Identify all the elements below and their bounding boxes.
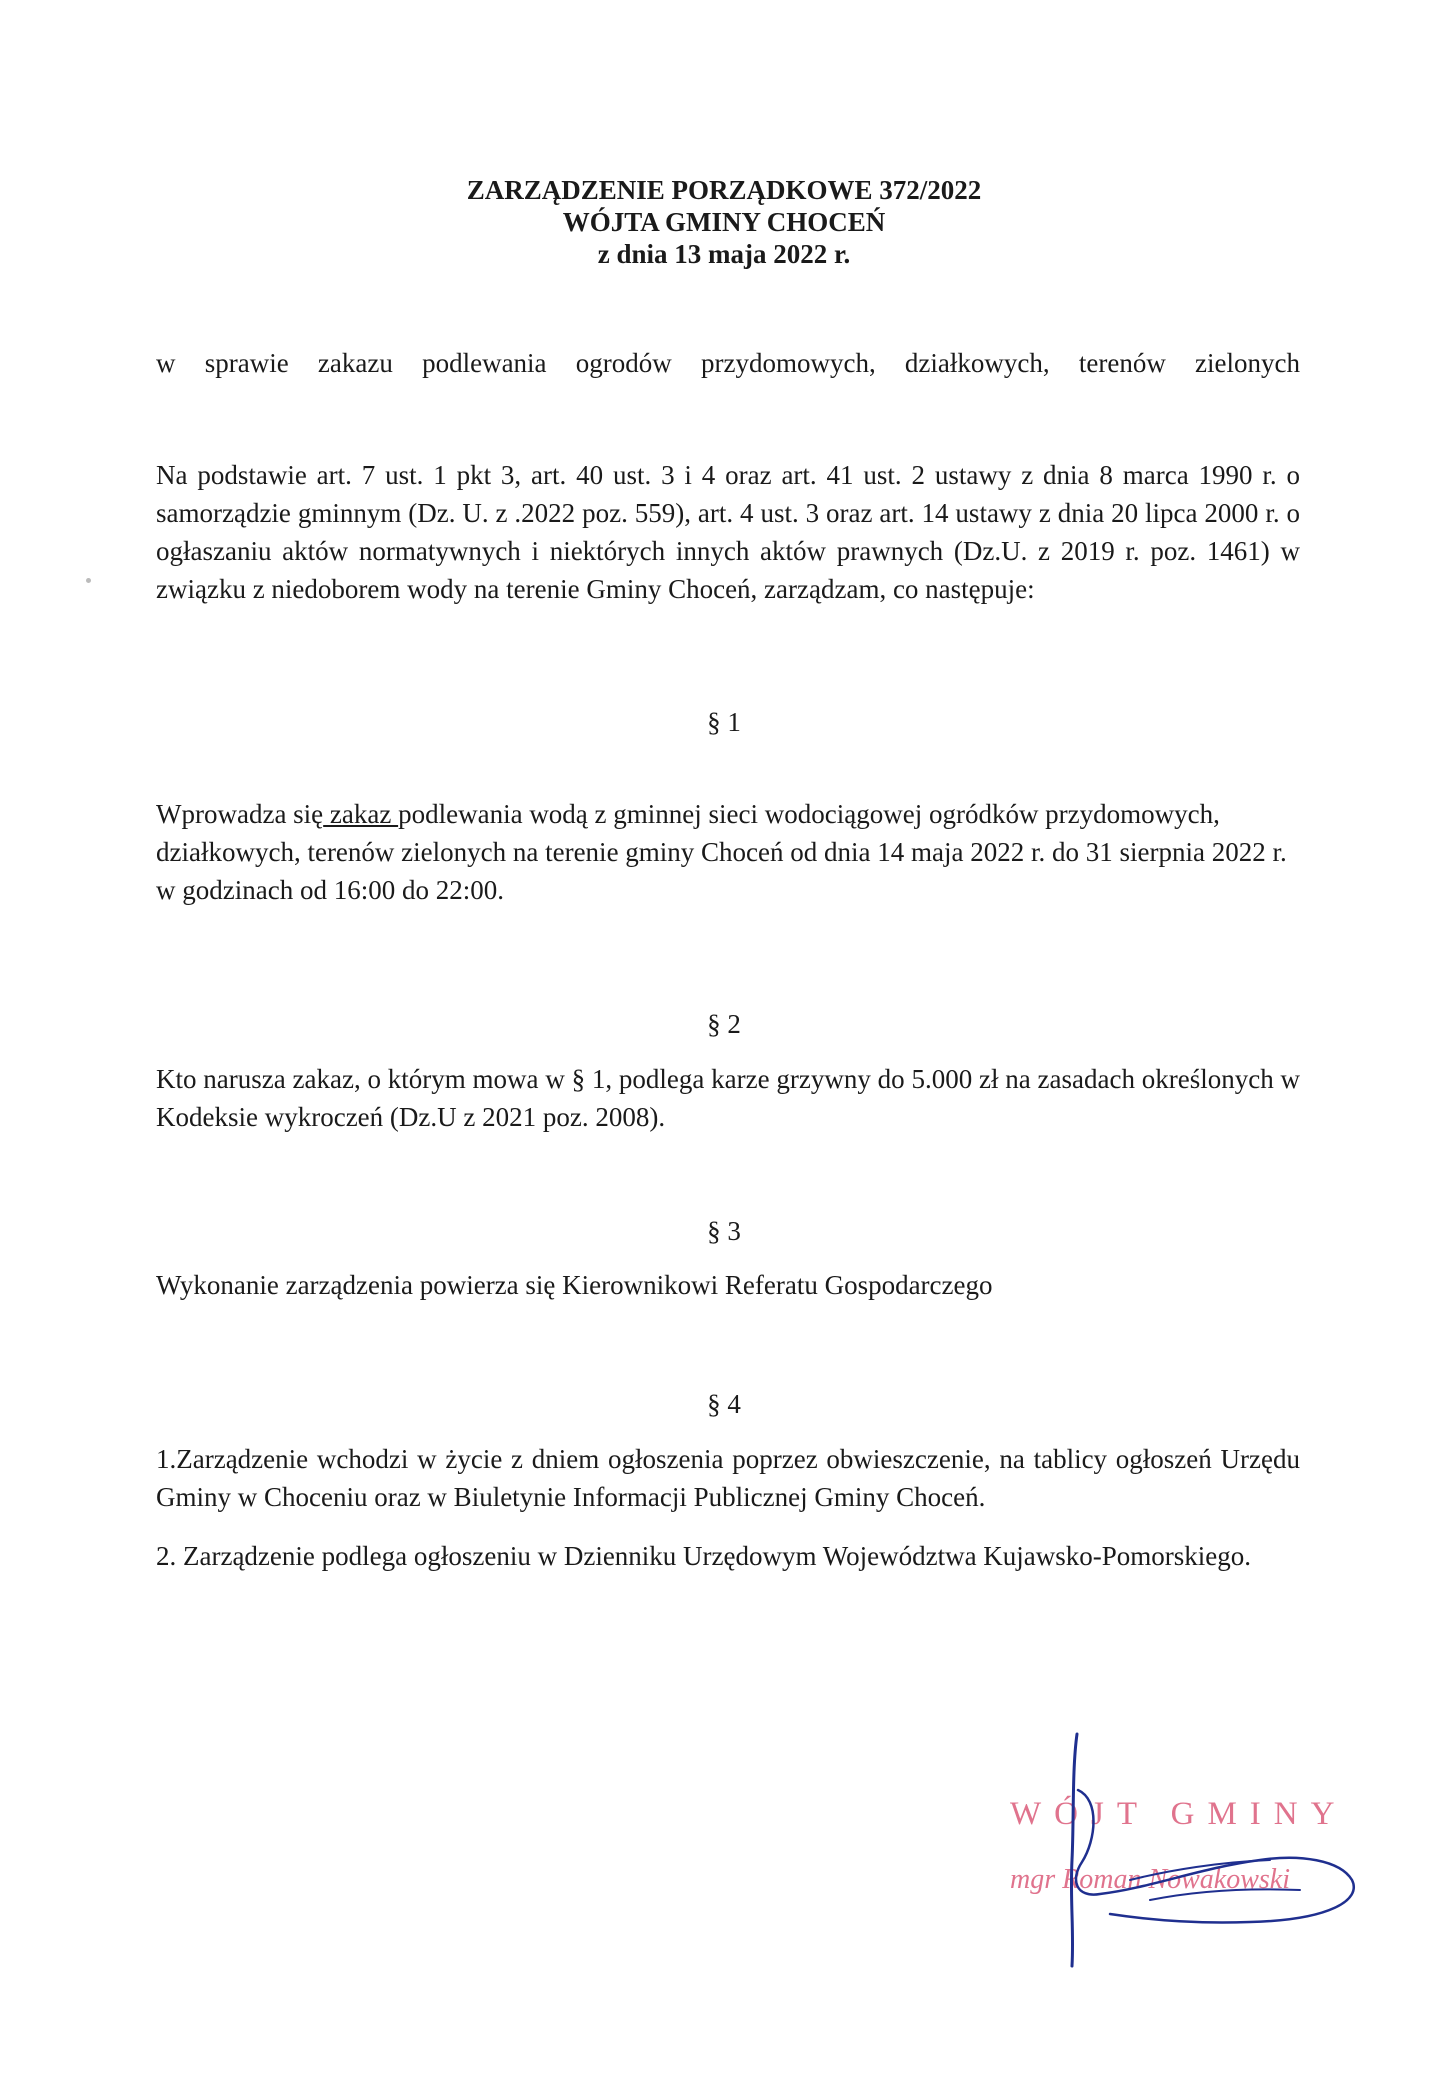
preamble: Na podstawie art. 7 ust. 1 pkt 3, art. 40 ust. 3 i 4 oraz art. 41 ust. 2 ustawy z dnia 8 marca 1990 r. o samorządzie gminnym (Dz. U. z .2022 poz. 559), art. 4 ust. 3 oraz art. 14 ustawy z dnia 20 lipca 2000 r. o ogłaszaniu aktów normatywnych i niektórych innych aktów prawnych (Dz.U. z 2019 r. poz. 1461) w związku z niedoborem wody na terenie Gminy Choceń, zarządzam, co następuje: (156, 460, 1300, 604)
document-header (0, 174, 1448, 270)
section-4-mark: § 4 (707, 1389, 741, 1419)
section-3-text: Wykonanie zarządzenia powierza się Kierownikowi Referatu Gospodarczego (156, 1270, 993, 1300)
header-date: z dnia 13 maja 2022 r. (597, 239, 851, 269)
section-1-underlined-word: zakaz (323, 799, 399, 829)
scan-speck (86, 578, 91, 583)
header-title: ZARZĄDZENIE PORZĄDKOWE 372/2022 (466, 175, 982, 205)
section-3-mark: § 3 (707, 1216, 741, 1246)
section-4-point-1: 1.Zarządzenie wchodzi w życie z dniem ogłoszenia poprzez obwieszczenie, na tablicy ogłoszeń Urzędu Gminy w Choceniu oraz w Biuletynie Informacji Publicznej Gminy Choceń. (156, 1444, 1300, 1512)
stamp-name: mgr Roman Nowakowski (1010, 1864, 1290, 1895)
handwritten-signature (1000, 1730, 1360, 1970)
subject-line: w sprawie zakazu podlewania ogrodów przydomowych, działkowych, terenów zielonych (156, 348, 1300, 378)
stamp-title: WÓJT GMINY (1010, 1796, 1348, 1832)
section-2-text: Kto narusza zakaz, o którym mowa w § 1, podlega karze grzywny do 5.000 zł na zasadach określonych w Kodeksie wykroczeń (Dz.U z 2021 poz. 2008). (156, 1064, 1300, 1132)
header-issuer: WÓJTA GMINY CHOCEŃ (562, 207, 886, 237)
section-2-mark: § 2 (707, 1009, 741, 1039)
section-1-mark: § 1 (707, 707, 741, 737)
section-1-text-rest: podlewania wodą z gminnej sieci wodociągowej ogródków przydomowych, działkowych, terenów zielonych na terenie gminy Choceń od dnia 14 maja 2022 r. do 31 sierpnia 2022 r. w godzinach od 16:00 do 22:00. (156, 799, 1287, 905)
section-1-text-start: Wprowadza się (156, 799, 324, 829)
section-1-text (156, 795, 1300, 909)
section-4-point-2: 2. Zarządzenie podlega ogłoszeniu w Dzienniku Urzędowym Województwa Kujawsko-Pomorskiego. (156, 1541, 1252, 1571)
